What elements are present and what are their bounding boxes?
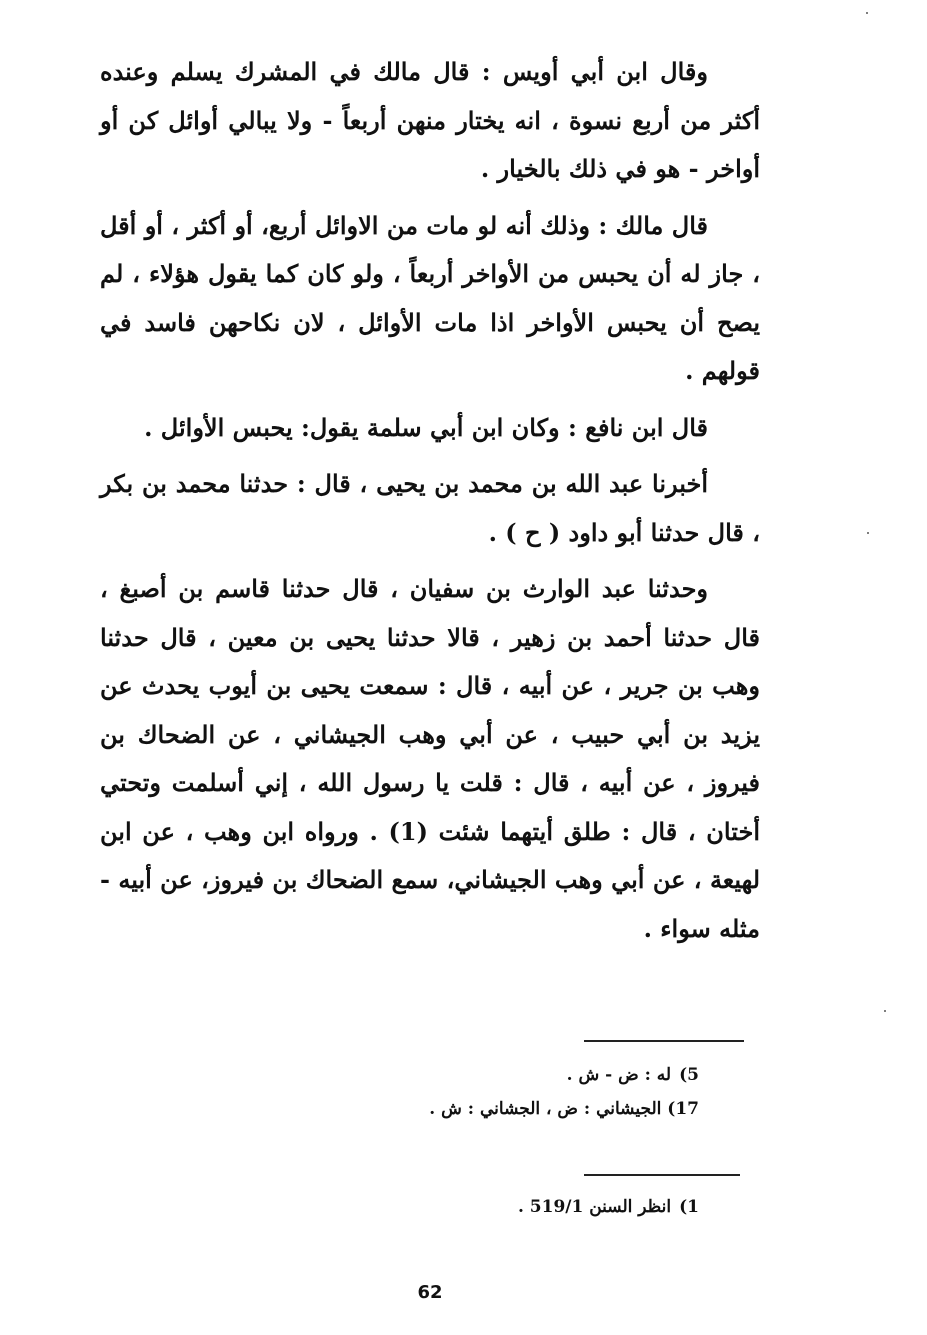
main-text-block — [100, 48, 760, 953]
apparatus-note — [279, 1058, 699, 1092]
footnote — [279, 1190, 699, 1224]
page-number: 62 — [417, 1282, 443, 1303]
paragraph-4: أخبرنا عبد الله بن محمد بن يحيى ، قال : حدثنا محمد بن بكر ، قال حدثنا أبو داود ( ح ) . — [100, 469, 760, 547]
footnote-text: انظر السنن 519/1 . — [517, 1197, 672, 1217]
scan-speck — [884, 1010, 886, 1012]
paragraph-1: وقال ابن أبي أويس : قال مالك في المشرك يسلم وعنده أكثر من أربع نسوة ، انه يختار منهن أربعاً - ولا يبالي أوائل كن أو أواخر - هو في ذلك بالخيار . — [100, 57, 760, 183]
apparatus-divider — [584, 1040, 744, 1042]
apparatus-notes — [279, 1058, 699, 1126]
footnote-number: 1) — [679, 1197, 699, 1217]
footnote-divider — [584, 1174, 740, 1176]
apparatus-note-text: الجيشاني : ض ، الجشاني : ش . — [429, 1099, 662, 1119]
scan-speck — [866, 12, 868, 14]
apparatus-note-number: 17) — [667, 1099, 699, 1119]
paragraph-2: قال مالك : وذلك أنه لو مات من الاوائل أربع، أو أكثر ، أو أقل ، جاز له أن يحبس من الأواخر أربعاً ، ولو كان كما يقول هؤلاء ، لم يصح أن يحبس الأواخر اذا مات الأوائل ، لان نكاحهن فاسد في قولهم . — [100, 210, 760, 385]
apparatus-note-number: 5) — [679, 1065, 699, 1085]
scan-speck — [867, 532, 869, 534]
paragraph-5: وحدثنا عبد الوارث بن سفيان ، قال حدثنا قاسم بن أصبغ ، قال حدثنا أحمد بن زهير ، قالا حدثنا يحيى بن معين ، قال حدثنا وهب بن جرير ، عن أبيه ، قال : سمعت يحيى بن أيوب يحدث عن يزيد بن أبي حبيب ، عن أبي وهب الجيشاني ، عن الضحاك بن فيروز ، عن أبيه ، قال : قلت يا رسول الله ، إني أسلمت وتحتي أختان ، قال : طلق أيتهما شئت (1) . ورواه ابن وهب ، عن ابن لهيعة ، عن أبي وهب الجيشاني، سمع الضحاك بن فيروز، عن أبيه - مثله سواء . — [100, 574, 760, 943]
paragraph-3: قال ابن نافع : وكان ابن أبي سلمة يقول: يحبس الأوائل . — [144, 412, 708, 442]
apparatus-note — [279, 1092, 699, 1126]
apparatus-note-text: له : ض - ش . — [566, 1065, 672, 1085]
footnotes — [279, 1190, 699, 1224]
